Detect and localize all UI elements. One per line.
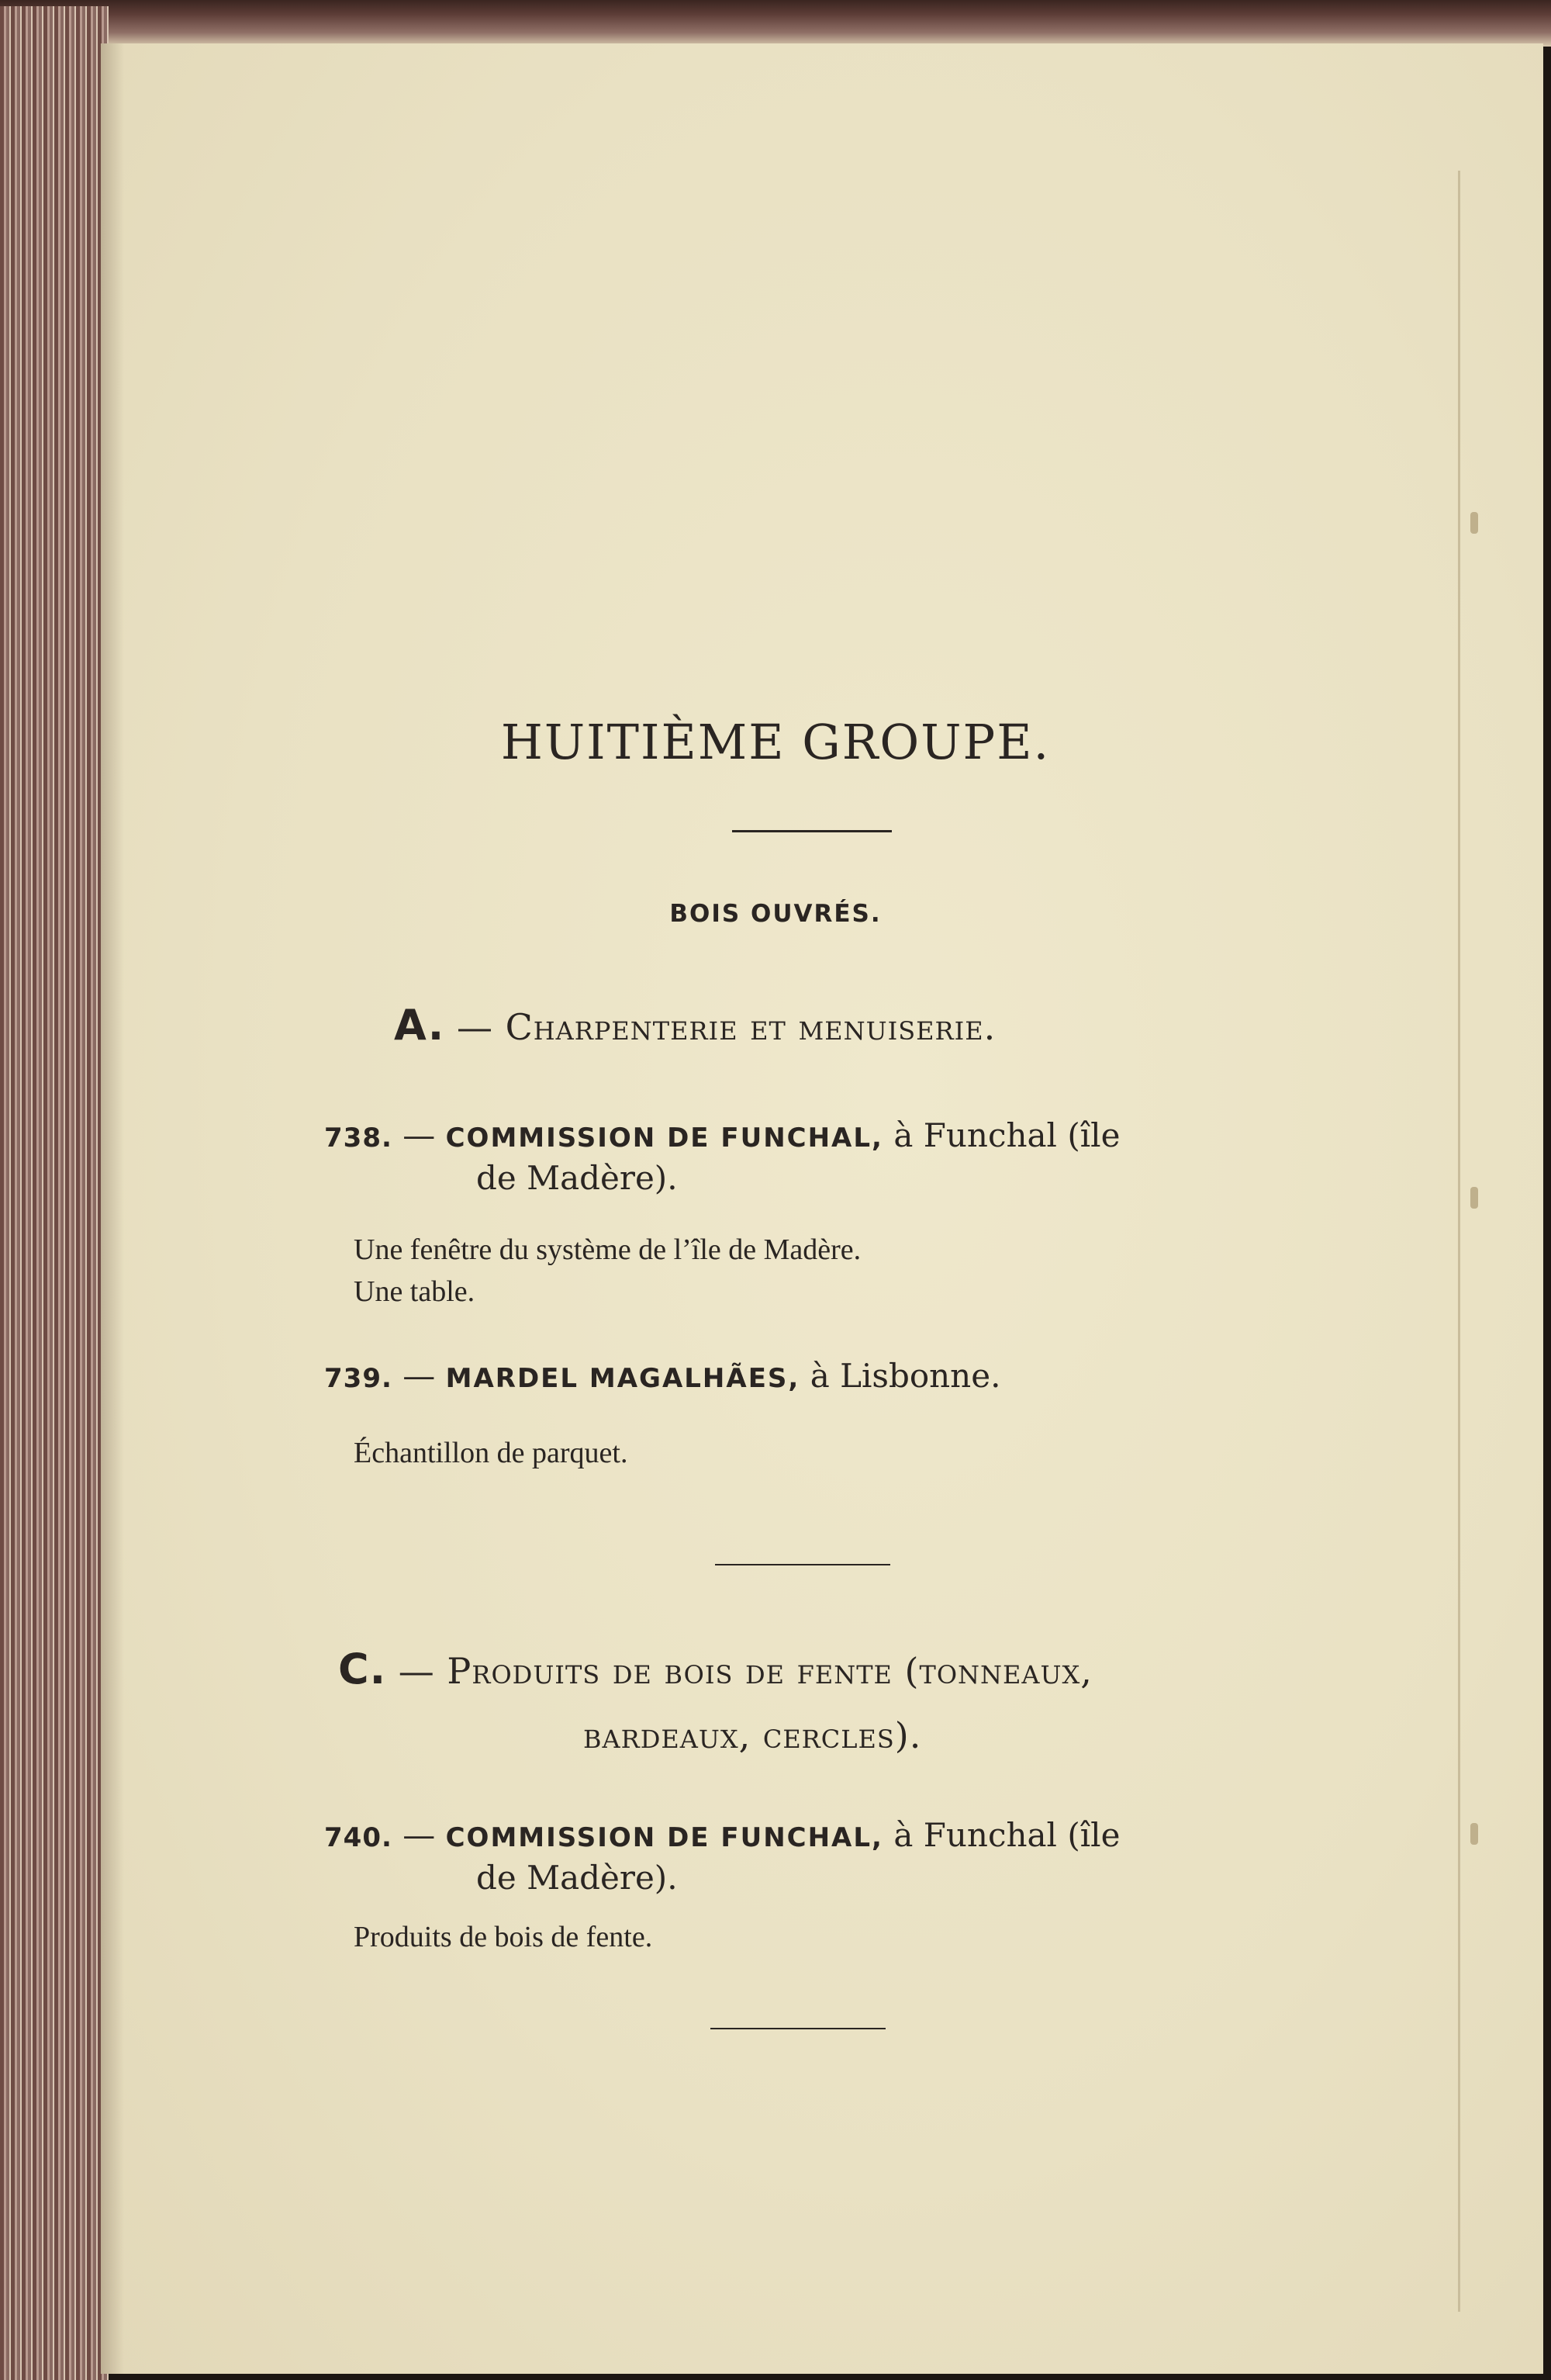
entry-739 (324, 1356, 1294, 1399)
section-c-title: Produits de bois de fente (tonneaux, (447, 1650, 1093, 1692)
divider-rule (710, 2028, 886, 2029)
section-a-heading (394, 1001, 996, 1050)
entry-number: 739. (324, 1363, 392, 1394)
section-a-dash: — (456, 1006, 493, 1048)
section-c-dash: — (398, 1650, 435, 1692)
entry-number: 740. (324, 1822, 392, 1853)
entry-dash: — (402, 1816, 436, 1854)
exhibitor-name: COMMISSION DE FUNCHAL, (445, 1822, 883, 1853)
exhibitor-name: MARDEL MAGALHÃES, (445, 1363, 800, 1394)
section-a-letter: A. (394, 1001, 445, 1050)
exhibitor-place: à Lisbonne. (810, 1357, 1001, 1395)
entry-dash: — (402, 1116, 436, 1154)
exhibitor-name: COMMISSION DE FUNCHAL, (445, 1123, 883, 1154)
exhibit-item: Produits de bois de fente. (354, 1921, 653, 1953)
divider-rule (732, 830, 892, 832)
section-c-letter: C. (338, 1645, 387, 1693)
exhibitor-place: à Funchal (île (893, 1816, 1121, 1854)
exhibitor-place: à Funchal (île (893, 1116, 1121, 1154)
exhibitor-place-cont: de Madère). (476, 1859, 678, 1897)
section-c-title-cont: bardeaux, cercles). (583, 1714, 922, 1756)
exhibit-item: Une table. (354, 1275, 475, 1308)
entry-738 (324, 1116, 1294, 1199)
exhibit-item: Échantillon de parquet. (354, 1437, 628, 1469)
entry-dash: — (402, 1357, 436, 1395)
entry-740 (324, 1815, 1294, 1898)
exhibitor-place-cont: de Madère). (476, 1159, 678, 1197)
divider-rule (715, 1564, 890, 1565)
entry-number: 738. (324, 1123, 392, 1154)
exhibit-item: Une fenêtre du système de l’île de Madère. (354, 1233, 862, 1266)
group-title: HUITIÈME GROUPE. (500, 714, 1051, 770)
section-c-heading (338, 1645, 1307, 1693)
section-subtitle: BOIS OUVRÉS. (669, 900, 882, 928)
section-a-title: Charpenterie et menuiserie. (505, 1006, 997, 1048)
